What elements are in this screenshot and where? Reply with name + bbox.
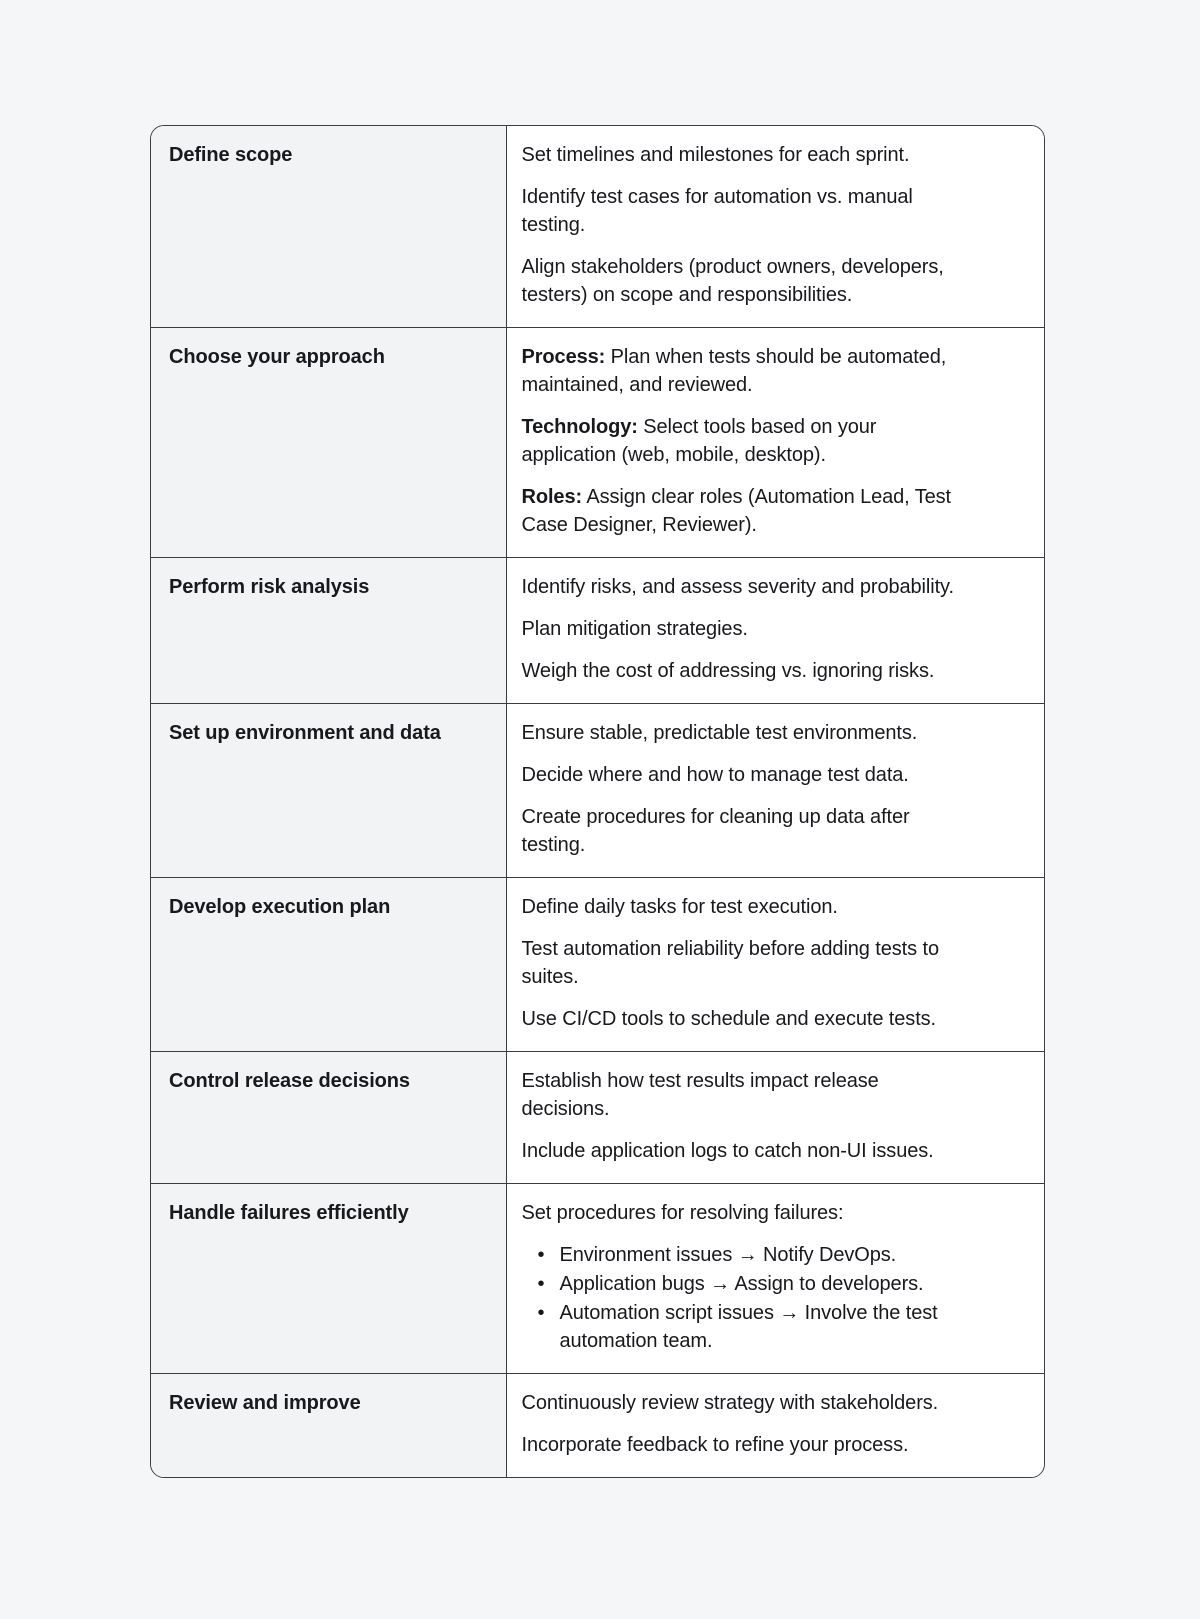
detail-paragraph: Ensure stable, predictable test environments.	[521, 722, 918, 744]
strategy-table-body	[151, 126, 1044, 1477]
term-cell: Control release decisions	[151, 1052, 506, 1184]
table-row	[151, 1374, 1044, 1478]
table-row	[151, 1052, 1044, 1184]
term-cell: Handle failures efficiently	[151, 1184, 506, 1374]
bullet-item: • Application bugs → Assign to developers.	[560, 1270, 1010, 1298]
detail-paragraph: Create procedures for cleaning up data after testing.	[521, 806, 910, 856]
bullet-item: • Environment issues → Notify DevOps.	[560, 1241, 1010, 1269]
detail-paragraph: Process: Plan when tests should be automated, maintained, and reviewed.	[521, 346, 947, 396]
term-cell: Review and improve	[151, 1374, 506, 1478]
table-row	[151, 328, 1044, 558]
table-row	[151, 558, 1044, 704]
table-row	[151, 126, 1044, 328]
table-row	[151, 878, 1044, 1052]
detail-paragraph: Identify risks, and assess severity and probability.	[521, 576, 954, 598]
bold-label: Process:	[521, 346, 606, 368]
detail-paragraph: Plan mitigation strategies.	[521, 618, 748, 640]
detail-cell	[506, 1374, 1044, 1478]
detail-paragraph: Align stakeholders (product owners, developers, testers) on scope and responsibilities.	[521, 256, 944, 306]
detail-cell	[506, 1052, 1044, 1184]
term-cell: Define scope	[151, 126, 506, 328]
detail-paragraph: Identify test cases for automation vs. manual testing.	[521, 186, 913, 236]
detail-cell	[506, 558, 1044, 704]
detail-cell	[506, 126, 1044, 328]
detail-paragraph: Set timelines and milestones for each sprint.	[521, 144, 910, 166]
term-cell: Develop execution plan	[151, 878, 506, 1052]
table-row	[151, 704, 1044, 878]
strategy-table	[151, 126, 1044, 1477]
detail-paragraph: Roles: Assign clear roles (Automation Lead, Test Case Designer, Reviewer).	[521, 486, 951, 536]
detail-paragraph: Test automation reliability before adding tests to suites.	[521, 938, 939, 988]
bullet-list	[522, 1241, 1010, 1355]
detail-cell	[506, 878, 1044, 1052]
term-cell: Set up environment and data	[151, 704, 506, 878]
detail-paragraph: Continuously review strategy with stakeholders.	[521, 1392, 939, 1414]
detail-paragraph: Define daily tasks for test execution.	[521, 896, 838, 918]
detail-paragraph: Weigh the cost of addressing vs. ignoring risks.	[521, 660, 935, 682]
bold-label: Technology:	[521, 416, 638, 438]
detail-cell	[506, 1184, 1044, 1374]
detail-paragraph: Set procedures for resolving failures:	[521, 1202, 844, 1224]
detail-paragraph: Decide where and how to manage test data.	[521, 764, 909, 786]
term-cell: Choose your approach	[151, 328, 506, 558]
term-cell: Perform risk analysis	[151, 558, 506, 704]
detail-paragraph: Establish how test results impact release decisions.	[521, 1070, 879, 1120]
test-strategy-table	[150, 125, 1045, 1478]
bullet-item: • Automation script issues → Involve the test automation team.	[560, 1299, 1010, 1355]
detail-cell	[506, 704, 1044, 878]
table-row	[151, 1184, 1044, 1374]
detail-cell	[506, 328, 1044, 558]
bold-label: Roles:	[521, 486, 583, 508]
detail-paragraph: Include application logs to catch non-UI issues.	[521, 1140, 934, 1162]
detail-paragraph: Technology: Select tools based on your application (web, mobile, desktop).	[521, 416, 877, 466]
detail-paragraph: Use CI/CD tools to schedule and execute tests.	[521, 1008, 937, 1030]
detail-paragraph: Incorporate feedback to refine your process.	[521, 1434, 909, 1456]
